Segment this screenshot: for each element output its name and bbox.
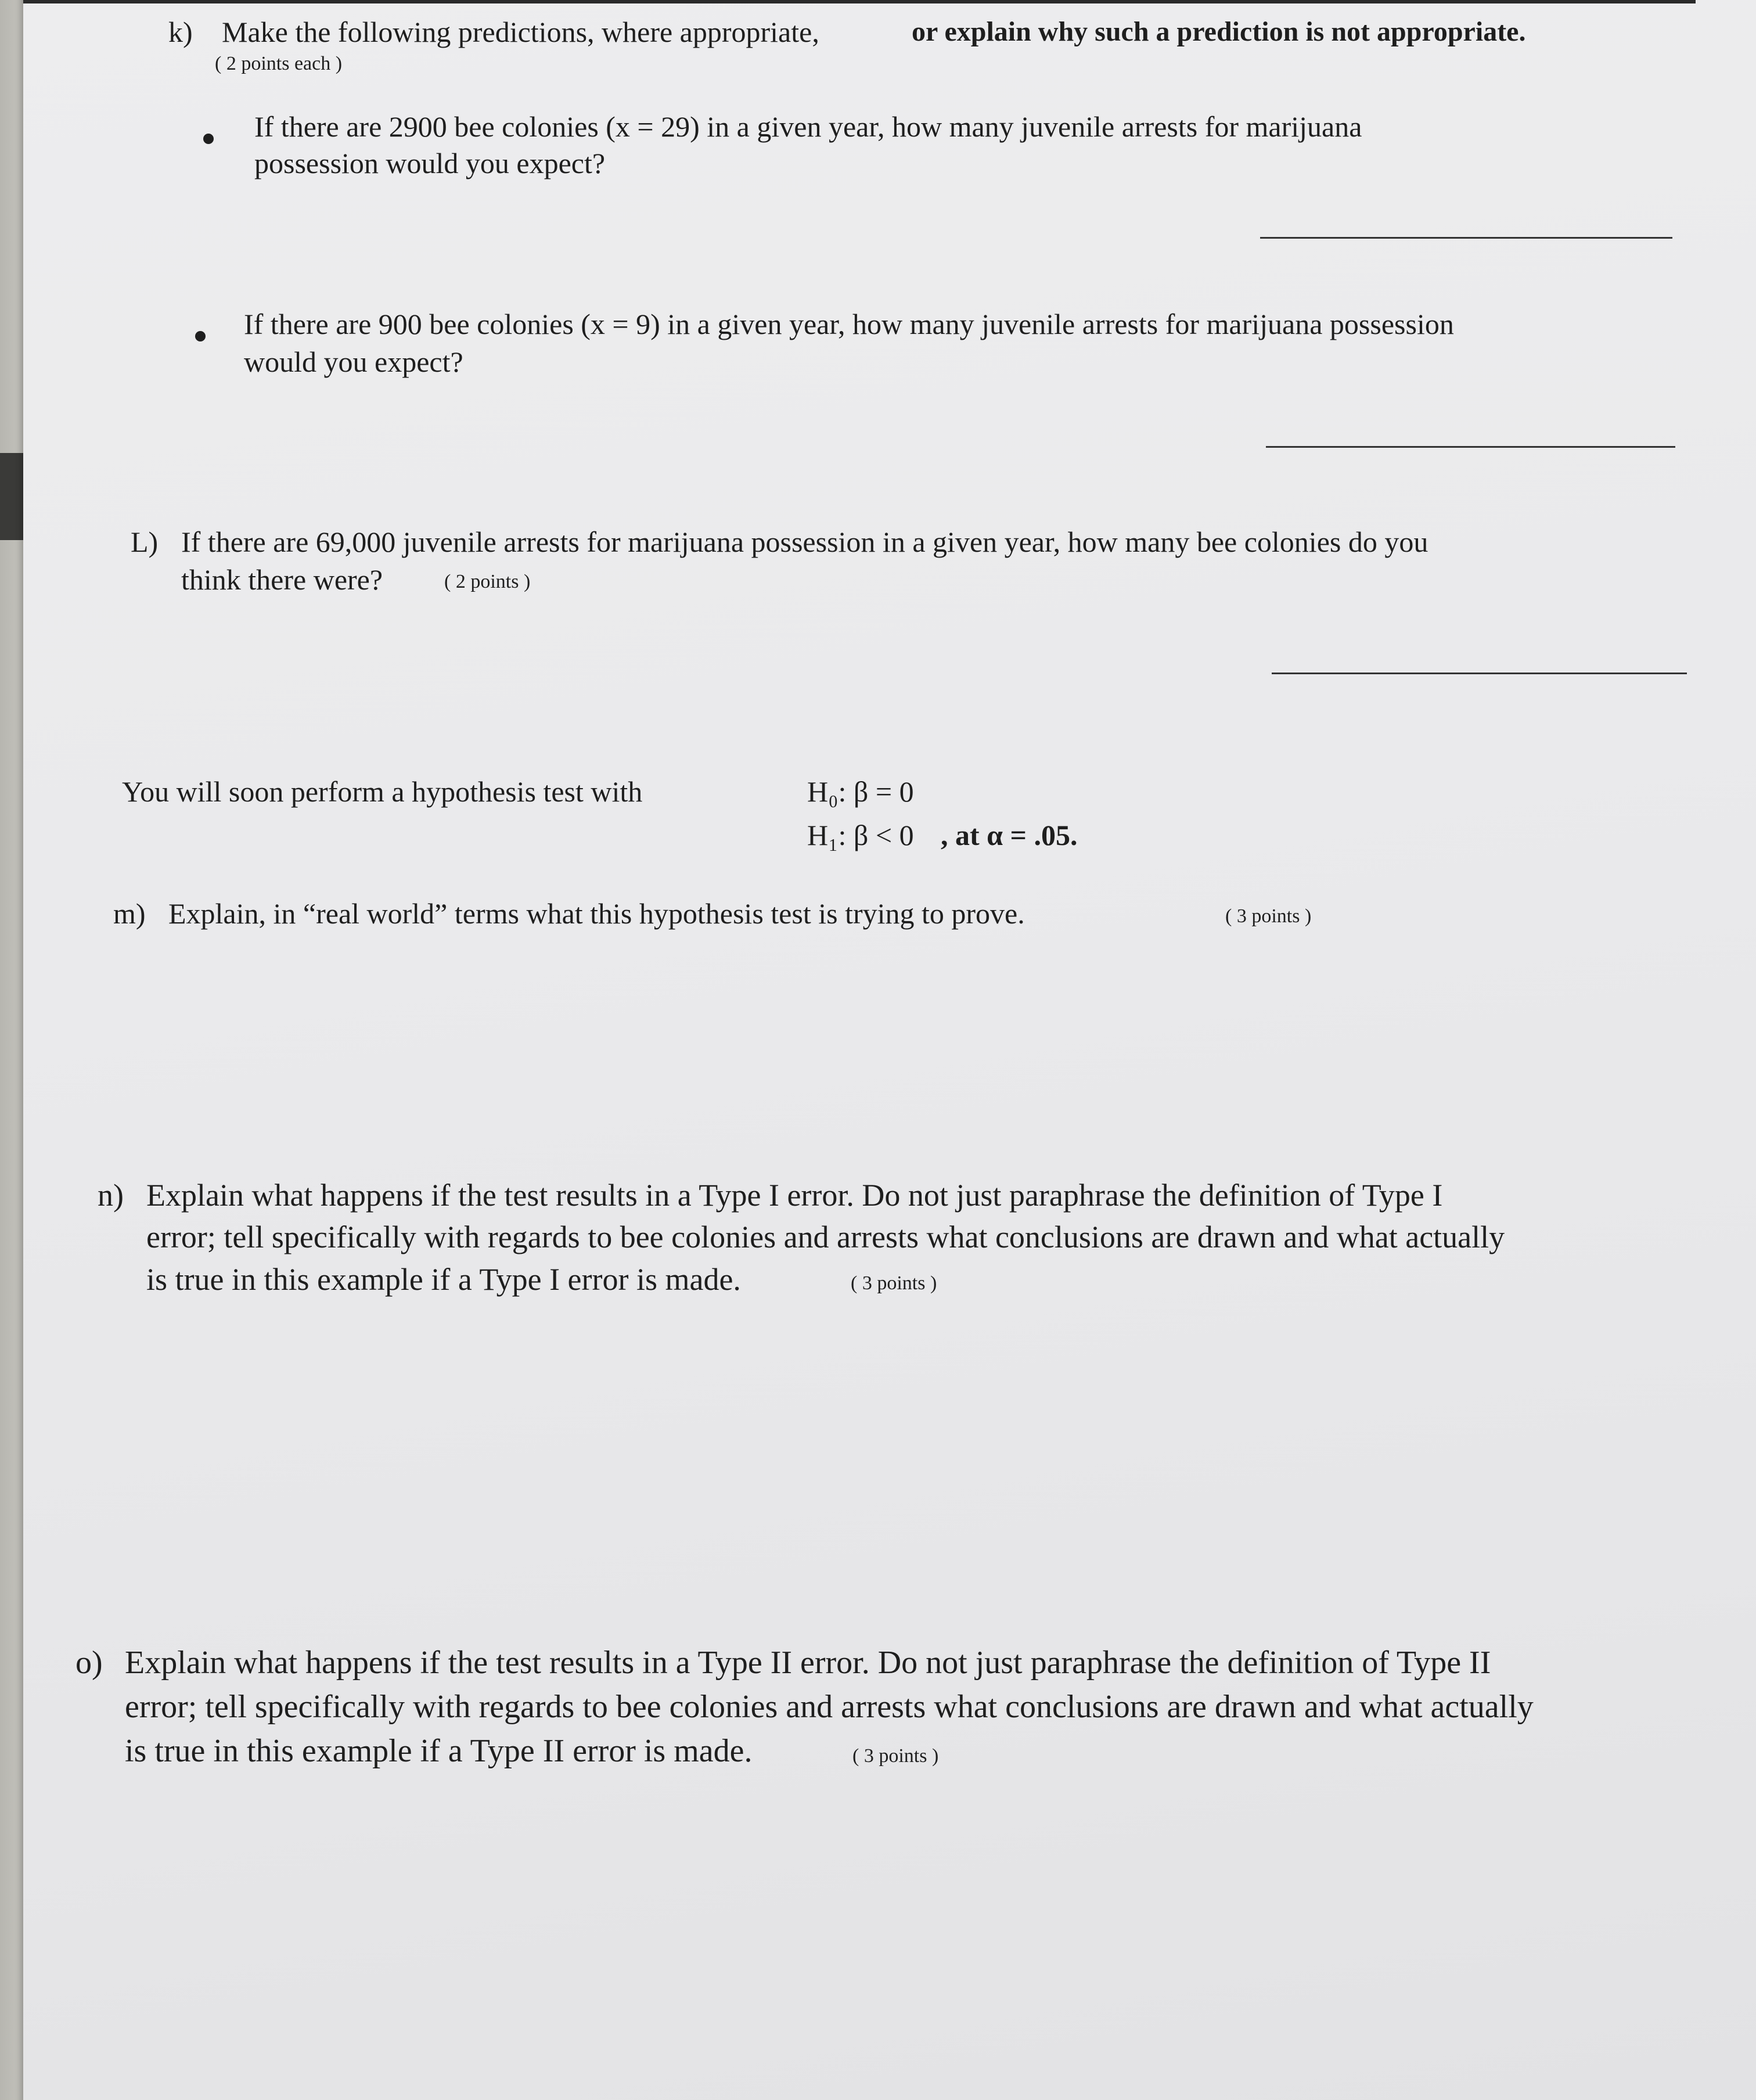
question-k-intro-bold: or explain why such a prediction is not appropriate.	[912, 16, 1526, 47]
question-o-points: ( 3 points )	[852, 1745, 939, 1767]
question-k-points: ( 2 points each )	[215, 53, 343, 74]
question-L-line2: think there were?	[181, 563, 383, 596]
answer-line-k2[interactable]	[1266, 446, 1675, 448]
bullet-icon	[203, 134, 214, 144]
top-rule	[23, 0, 1696, 3]
question-o-line3: is true in this example if a Type II error is made.	[125, 1733, 753, 1769]
question-L-line1: If there are 69,000 juvenile arrests for marijuana possession in a given year, how many bee colonies do you	[181, 526, 1428, 558]
question-n-label: n)	[98, 1178, 124, 1213]
question-n-line2: error; tell specifically with regards to bee colonies and arrests what conclusions are drawn and what actually	[146, 1220, 1505, 1254]
question-L-label: L)	[131, 526, 159, 558]
question-n-line1: Explain what happens if the test results in a Type I error. Do not just paraphrase the definition of Type I	[146, 1178, 1443, 1213]
question-k-bullet1-line2: possession would you expect?	[254, 147, 606, 179]
question-m-points: ( 3 points )	[1225, 905, 1312, 927]
question-L-points: ( 2 points )	[444, 571, 531, 592]
question-m-text: Explain, in “real world” terms what this hypothesis test is trying to prove.	[168, 897, 1025, 930]
question-k-bullet2-line2: would you expect?	[244, 346, 463, 378]
question-n-line3: is true in this example if a Type I error is made.	[146, 1262, 741, 1297]
hypothesis-intro: You will soon perform a hypothesis test with	[122, 775, 643, 808]
question-m-label: m)	[113, 897, 146, 930]
answer-line-L[interactable]	[1272, 673, 1687, 674]
alternative-hypothesis: H₁: β < 0	[807, 819, 914, 851]
worksheet-page	[23, 0, 1756, 2100]
null-hypothesis: H₀: β = 0	[807, 775, 914, 808]
answer-line-k1[interactable]	[1260, 237, 1672, 239]
question-k-intro: Make the following predictions, where appropriate,	[222, 16, 819, 48]
question-k-bullet1-line1: If there are 2900 bee colonies (x = 29) in a given year, how many juvenile arrests for marijuana	[254, 110, 1362, 143]
question-k-bullet2-line1: If there are 900 bee colonies (x = 9) in a given year, how many juvenile arrests for marijuana possession	[244, 308, 1454, 340]
significance-level: , at α = .05.	[941, 819, 1078, 851]
question-o-label: o)	[75, 1645, 103, 1681]
question-o-line1: Explain what happens if the test results in a Type II error. Do not just paraphrase the definition of Type II	[125, 1645, 1491, 1681]
bullet-icon	[195, 331, 206, 341]
question-n-points: ( 3 points )	[851, 1272, 937, 1294]
question-o-line2: error; tell specifically with regards to bee colonies and arrests what conclusions are drawn and what actually	[125, 1689, 1534, 1725]
question-k-label: k)	[168, 16, 193, 48]
